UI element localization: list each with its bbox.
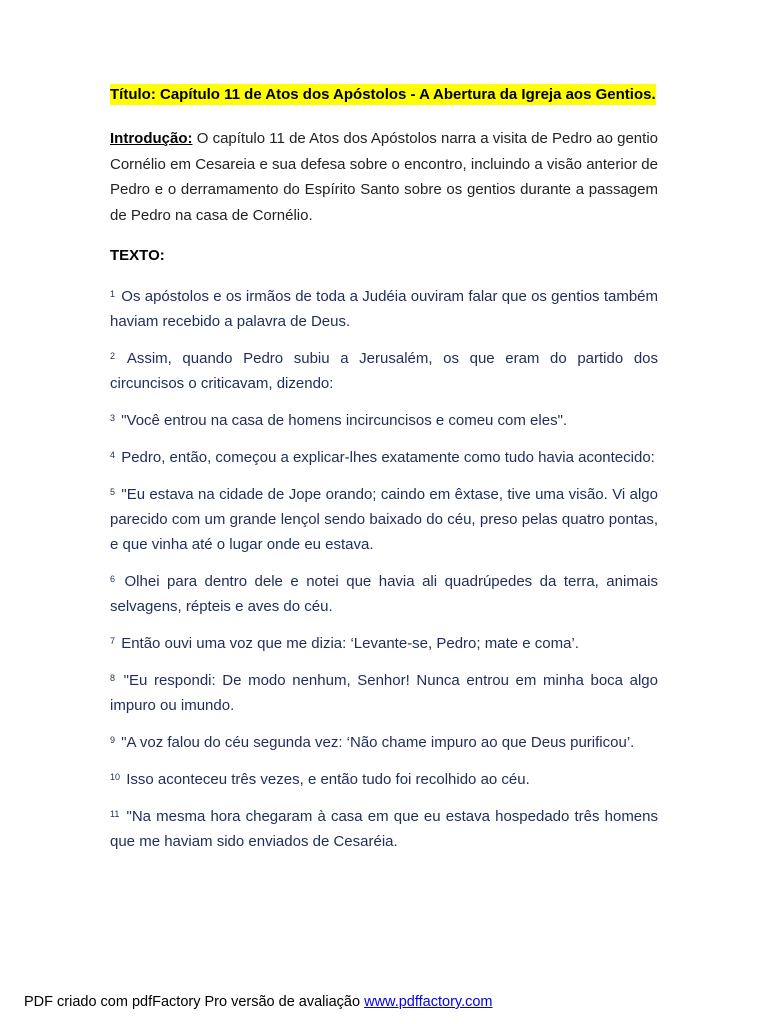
verse-text: "Eu respondi: De modo nenhum, Senhor! Nunca entrou em minha boca algo impuro ou imundo. <box>110 672 658 714</box>
verse-text: "Eu estava na cidade de Jope orando; caindo em êxtase, tive uma visão. Vi algo parecido com um grande lençol sendo baixado do céu, preso pelas quatro pontas, e que vinha até o lugar onde eu estava. <box>110 486 658 553</box>
verse-number: 1 <box>110 289 116 299</box>
verse-text: "A voz falou do céu segunda vez: ‘Não chame impuro ao que Deus purificou’. <box>121 734 635 751</box>
title-highlight: Título: Capítulo 11 de Atos dos Apóstolos - A Abertura da Igreja aos Gentios. <box>110 86 656 103</box>
verse-2 <box>110 344 658 396</box>
footer-link[interactable]: www.pdffactory.com <box>364 994 493 1010</box>
verse-text: Olhei para dentro dele e notei que havia ali quadrúpedes da terra, animais selvagens, répteis e aves do céu. <box>110 573 658 615</box>
verse-number: 9 <box>110 735 116 745</box>
verse-11 <box>110 802 658 854</box>
verse-number: 4 <box>110 450 116 460</box>
verse-number: 7 <box>110 636 116 646</box>
verse-7 <box>110 629 658 656</box>
verse-text: Então ouvi uma voz que me dizia: ‘Levante-se, Pedro; mate e coma’. <box>121 635 579 652</box>
introduction-paragraph <box>110 126 658 228</box>
verse-1 <box>110 282 658 334</box>
verse-5 <box>110 480 658 557</box>
verse-4 <box>110 443 658 470</box>
document-page <box>110 82 658 864</box>
verse-text: Os apóstolos e os irmãos de toda a Judéia ouviram falar que os gentios também haviam recebido a palavra de Deus. <box>110 288 659 330</box>
verse-9 <box>110 728 658 755</box>
verse-number: 11 <box>110 809 120 819</box>
verse-number: 6 <box>110 574 116 584</box>
document-title <box>110 82 658 108</box>
texto-heading: TEXTO: <box>110 247 165 264</box>
verse-3 <box>110 406 658 433</box>
verse-number: 2 <box>110 351 116 361</box>
verse-number: 8 <box>110 673 116 683</box>
pdf-footer <box>24 994 493 1010</box>
verse-text: "Você entrou na casa de homens incircuncisos e comeu com eles". <box>121 412 568 429</box>
verse-text: Isso aconteceu três vezes, e então tudo foi recolhido ao céu. <box>126 771 530 788</box>
verse-text: Pedro, então, começou a explicar-lhes exatamente como tudo havia acontecido: <box>121 449 655 466</box>
verses-list <box>110 282 658 854</box>
verse-6 <box>110 567 658 619</box>
footer-text: PDF criado com pdfFactory Pro versão de avaliação <box>24 994 365 1010</box>
verse-number: 3 <box>110 413 116 423</box>
verse-text: "Na mesma hora chegaram à casa em que eu estava hospedado três homens que me haviam sido enviados de Cesaréia. <box>110 808 658 850</box>
verse-number: 5 <box>110 487 116 497</box>
introduction-text: O capítulo 11 de Atos dos Apóstolos narra a visita de Pedro ao gentio Cornélio em Cesareia e sua defesa sobre o encontro, incluindo a visão anterior de Pedro e o derramamento do Espírito Santo sobre os gentios durante a passagem de Pedro na casa de Cornélio. <box>110 130 658 224</box>
verse-number: 10 <box>110 772 121 782</box>
verse-10 <box>110 765 658 792</box>
verse-text: Assim, quando Pedro subiu a Jerusalém, os que eram do partido dos circuncisos o criticavam, dizendo: <box>110 350 659 392</box>
introduction-label: Introdução: <box>110 130 193 147</box>
verse-8 <box>110 666 658 718</box>
